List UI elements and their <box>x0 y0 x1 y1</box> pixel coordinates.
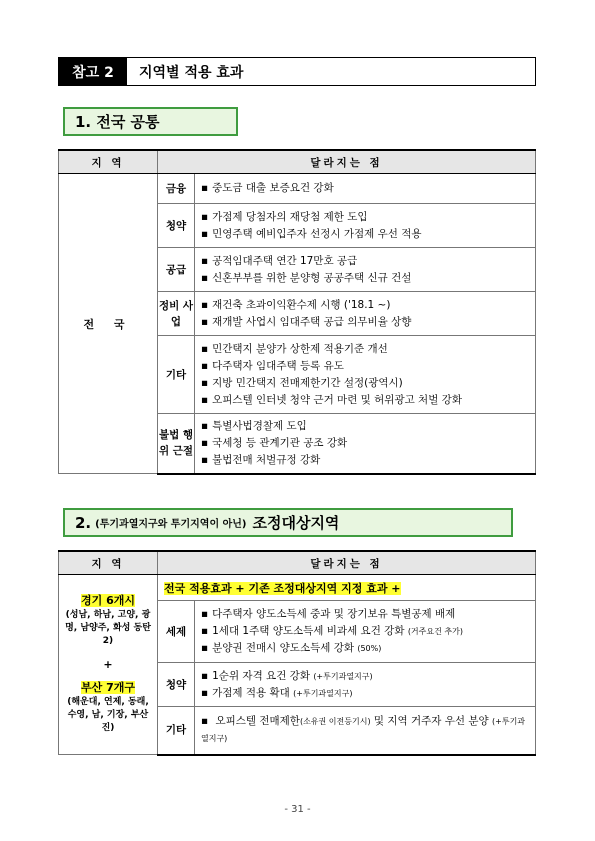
page-number: - 31 - <box>284 804 311 815</box>
region-b-detail: (해운대, 연제, 동래, 수영, 남, 기장, 부산진) <box>67 697 149 733</box>
region-a-name: 경기 6개시 <box>81 594 135 607</box>
list-item: ▪ 공적임대주택 연간 17만호 공급 <box>201 253 529 270</box>
category-label: 불법 행위 근절 <box>158 414 195 474</box>
category-label: 기타 <box>158 707 195 755</box>
list-item: ▪ 1세대 1주택 양도소득세 비과세 요건 강화 (거주요건 추가) <box>201 623 529 640</box>
list-item: ▪ 민영주택 예비입주자 선정시 가점제 우선 적용 <box>201 226 529 243</box>
section2-title-num: 2. <box>75 513 92 532</box>
plus-sign: + <box>103 658 113 671</box>
list-item: ▪ 가점제 당첨자의 재당첨 제한 도입 <box>201 209 529 226</box>
list-item: ▪ 다주택자 임대주택 등록 유도 <box>201 358 529 375</box>
reference-title: 지역별 적용 효과 <box>139 64 244 81</box>
list-item: ▪ 오피스텔 인터넷 청약 근거 마련 및 허위광고 처벌 강화 <box>201 392 529 409</box>
list-item: ▪ 지방 민간택지 전매제한기간 설정(광역시) <box>201 375 529 392</box>
section2-table <box>58 550 536 756</box>
list-item: ▪ 다주택자 양도소득세 중과 및 장기보유 특별공제 배제 <box>201 606 529 623</box>
region-b-name: 부산 7개구 <box>81 681 135 694</box>
category-label: 청약 <box>158 204 195 248</box>
list-item: ▪ 국세청 등 관계기관 공조 강화 <box>201 435 529 452</box>
region-nationwide: 전 국 <box>59 174 158 474</box>
region-adjusted-areas <box>59 575 158 755</box>
category-label: 금융 <box>158 174 195 204</box>
section2-title-main: 조정대상지역 <box>252 514 340 532</box>
reference-tag: 참고 2 <box>59 58 127 85</box>
list-item: ▪ 신혼부부를 위한 분양형 공공주택 신규 건설 <box>201 270 529 287</box>
category-label: 세제 <box>158 601 195 663</box>
section1-title: 1. 전국 공통 <box>63 107 238 136</box>
section1-table <box>58 149 536 475</box>
category-label: 청약 <box>158 663 195 707</box>
col-region-header: 지 역 <box>59 551 158 575</box>
list-item: ▪ 불법전매 처벌규정 강화 <box>201 452 529 469</box>
list-item: ▪ 분양권 전매시 양도소득세 강화 (50%) <box>201 640 529 657</box>
col-changes-header: 달라지는 점 <box>158 150 536 174</box>
reference-header <box>58 57 536 86</box>
list-item: ▪ 재건축 초과이익환수제 시행 ('18.1 ~) <box>201 297 529 314</box>
list-item: ▪ 가점제 적용 확대 (+투기과열지구) <box>201 685 529 702</box>
section2-title <box>63 508 513 537</box>
list-item: ▪ 민간택지 분양가 상한제 적용기준 개선 <box>201 341 529 358</box>
col-changes-header: 달라지는 점 <box>158 551 536 575</box>
category-label: 공급 <box>158 248 195 292</box>
list-item: ▪ 1순위 자격 요건 강화 (+투기과열지구) <box>201 668 529 685</box>
col-region-header: 지 역 <box>59 150 158 174</box>
section2-title-qualifier: (투기과열지구와 투기지역이 아닌) <box>95 519 247 530</box>
list-item: ▪ 특별사법경찰제 도입 <box>201 418 529 435</box>
list-item: ▪ 중도금 대출 보증요건 강화 <box>201 180 529 197</box>
list-item: ▪ 재개발 사업시 임대주택 공급 의무비율 상향 <box>201 314 529 331</box>
effect-banner: 전국 적용효과 + 기존 조정대상지역 지정 효과 + <box>158 575 536 601</box>
category-label: 기타 <box>158 336 195 414</box>
region-a-detail: (성남, 하남, 고양, 광명, 남양주, 화성 동탄2) <box>65 610 151 646</box>
category-label: 정비 사업 <box>158 292 195 336</box>
list-item: ▪ 오피스텔 전매제한(소유권 이전등기시) 및 지역 거주자 우선 분양 (+투기과열지구) <box>201 713 529 747</box>
